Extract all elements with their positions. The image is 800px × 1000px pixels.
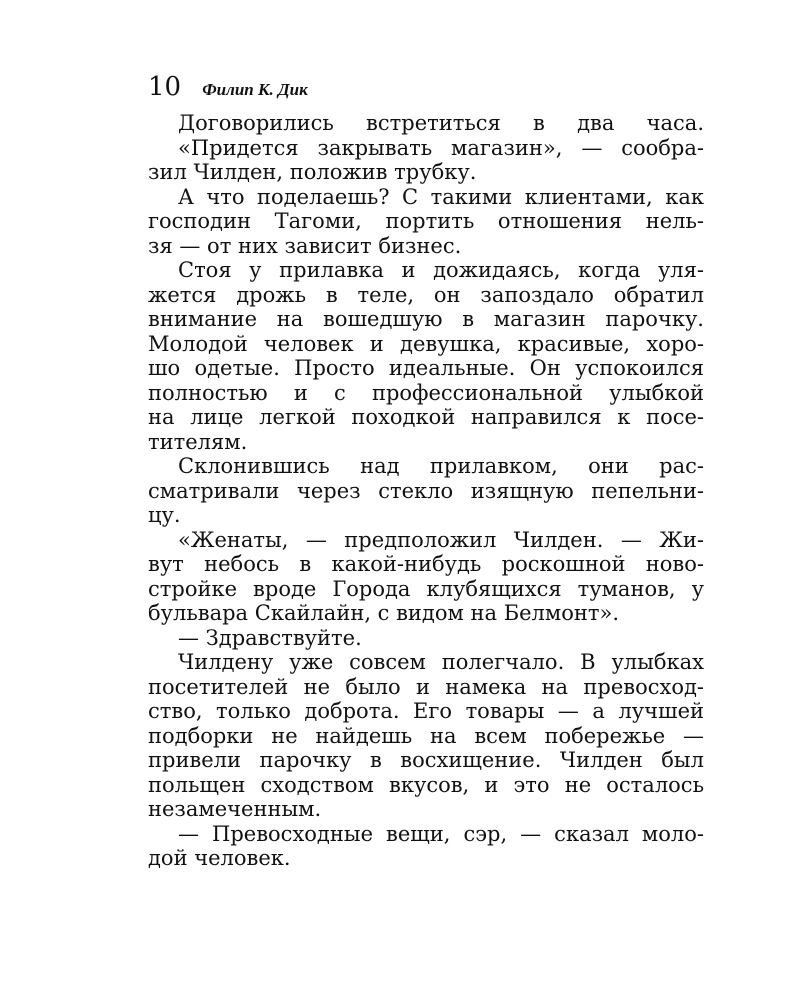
- text-line: Молодой человек и девушка, красивые, хоро-: [148, 331, 704, 356]
- running-head: [148, 72, 308, 102]
- text-line: «Придется закрывать магазин», — сообра-: [178, 135, 704, 160]
- text-line: бульвара Скайлайн, с видом на Белмонт».: [148, 601, 620, 625]
- text-line: незамеченным.: [148, 797, 322, 821]
- text-line: — Превосходные вещи, сэр, — сказал моло-: [178, 821, 704, 846]
- text-line: зя — от них зависит бизнес.: [148, 233, 462, 258]
- body-text: [148, 111, 704, 871]
- text-line: внимание на вошедшую в магазин парочку.: [148, 307, 704, 331]
- text-line: Договорились встретиться в два часа.: [178, 111, 704, 135]
- text-line: цу.: [148, 503, 181, 527]
- text-line: жется дрожь в теле, он запоздало обратил: [148, 282, 704, 307]
- text-line: вут небось в какой-нибудь роскошной ново-: [148, 552, 704, 576]
- text-line: посетителей не было и намека на превосход-: [148, 674, 704, 699]
- text-line: Склонившись над прилавком, они рас-: [178, 454, 704, 478]
- text-line: Стоя у прилавка и дожидаясь, когда уля-: [178, 258, 704, 282]
- text-line: Чилдену уже совсем полегчало. В улыбках: [178, 650, 704, 674]
- text-line: ство, только доброта. Его товары — а лучшей: [148, 699, 704, 723]
- text-line: «Женаты, — предположил Чилден. — Жи-: [178, 527, 704, 552]
- text-line: сматривали через стекло изящную пепельни-: [148, 478, 704, 503]
- page-number: 10: [148, 72, 182, 102]
- text-line: шо одетые. Просто идеальные. Он успокоился: [148, 356, 704, 380]
- text-line: — Здравствуйте.: [178, 625, 362, 650]
- running-head-author: Филип К. Дик: [202, 80, 308, 99]
- text-line: дой человек.: [148, 846, 291, 870]
- text-line: зил Чилден, положив трубку.: [148, 160, 477, 184]
- text-line: подборки не найдешь на всем побережье —: [148, 723, 704, 748]
- text-line: польщен сходством вкусов, и это не осталось: [148, 772, 704, 797]
- text-line: стройке вроде Города клубящихся туманов, у: [148, 576, 704, 601]
- text-line: тителям.: [148, 429, 248, 454]
- text-line: привели парочку в восхищение. Чилден был: [148, 748, 704, 772]
- text-line: господин Тагоми, портить отношения нель-: [148, 209, 704, 233]
- text-line: А что поделаешь? С такими клиентами, как: [178, 184, 704, 209]
- text-line: на лице легкой походкой направился к посе-: [148, 405, 704, 429]
- text-line: полностью и с профессиональной улыбкой: [148, 380, 704, 405]
